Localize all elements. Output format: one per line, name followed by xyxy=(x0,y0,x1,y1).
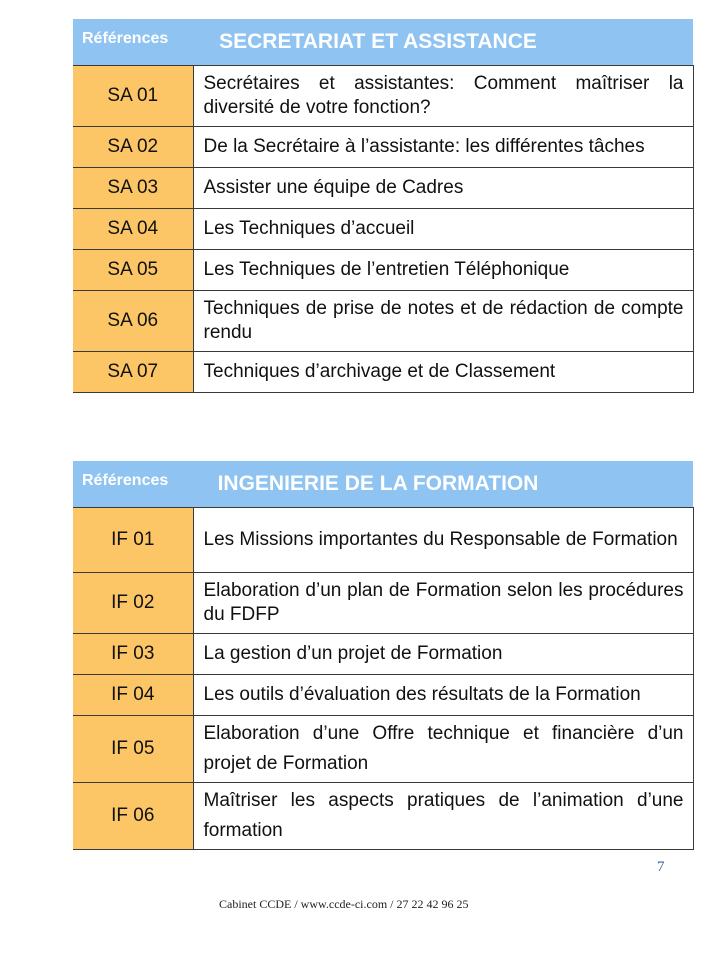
page-number: 7 xyxy=(657,859,665,875)
course-title: Secrétaires et assistantes: Comment maîtriser la diversité de votre fonction? xyxy=(193,66,693,127)
ref-code: IF 06 xyxy=(73,783,193,850)
ref-code: IF 01 xyxy=(73,508,193,573)
table-row xyxy=(73,352,693,393)
table-row xyxy=(73,634,693,675)
secretariat-table xyxy=(73,19,694,393)
table-row xyxy=(73,168,693,209)
footer-text: Cabinet CCDE / www.ccde-ci.com / 27 22 42 96 25 xyxy=(219,897,469,911)
references-header: Références xyxy=(73,461,193,508)
table-row xyxy=(73,291,693,352)
ref-code: SA 03 xyxy=(73,168,193,209)
table-row xyxy=(73,250,693,291)
course-title: Maîtriser les aspects pratiques de l’animation d’une formation xyxy=(193,783,693,850)
table-header-row xyxy=(73,461,693,508)
ref-code: SA 01 xyxy=(73,66,193,127)
ref-code: IF 02 xyxy=(73,573,193,634)
table-row xyxy=(73,716,693,783)
course-title: Les Missions importantes du Responsable de Formation xyxy=(193,508,693,573)
course-title: Techniques de prise de notes et de rédaction de compte rendu xyxy=(193,291,693,352)
table-row xyxy=(73,127,693,168)
ref-code: SA 05 xyxy=(73,250,193,291)
table-row xyxy=(73,675,693,716)
ref-code: SA 04 xyxy=(73,209,193,250)
course-title: Les Techniques d’accueil xyxy=(193,209,693,250)
course-title: Les Techniques de l’entretien Téléphonique xyxy=(193,250,693,291)
course-title: Elaboration d’une Offre technique et financière d’un projet de Formation xyxy=(193,716,693,783)
table-row xyxy=(73,573,693,634)
course-title: Assister une équipe de Cadres xyxy=(193,168,693,209)
course-title: Techniques d’archivage et de Classement xyxy=(193,352,693,393)
ref-code: SA 06 xyxy=(73,291,193,352)
table-row xyxy=(73,508,693,573)
table-row xyxy=(73,66,693,127)
references-header: Références xyxy=(73,19,193,66)
course-title: Les outils d’évaluation des résultats de la Formation xyxy=(193,675,693,716)
ingenierie-formation-table xyxy=(73,461,694,850)
ref-code: IF 05 xyxy=(73,716,193,783)
course-title: La gestion d’un projet de Formation xyxy=(193,634,693,675)
ref-code: IF 04 xyxy=(73,675,193,716)
ref-code: SA 02 xyxy=(73,127,193,168)
section-title: INGENIERIE DE LA FORMATION xyxy=(193,461,693,508)
section-title: SECRETARIAT ET ASSISTANCE xyxy=(193,19,693,66)
course-title: Elaboration d’un plan de Formation selon les procédures du FDFP xyxy=(193,573,693,634)
ref-code: SA 07 xyxy=(73,352,193,393)
table-header-row xyxy=(73,19,693,66)
course-title: De la Secrétaire à l’assistante: les différentes tâches xyxy=(193,127,693,168)
table-row xyxy=(73,209,693,250)
table-row xyxy=(73,783,693,850)
ref-code: IF 03 xyxy=(73,634,193,675)
